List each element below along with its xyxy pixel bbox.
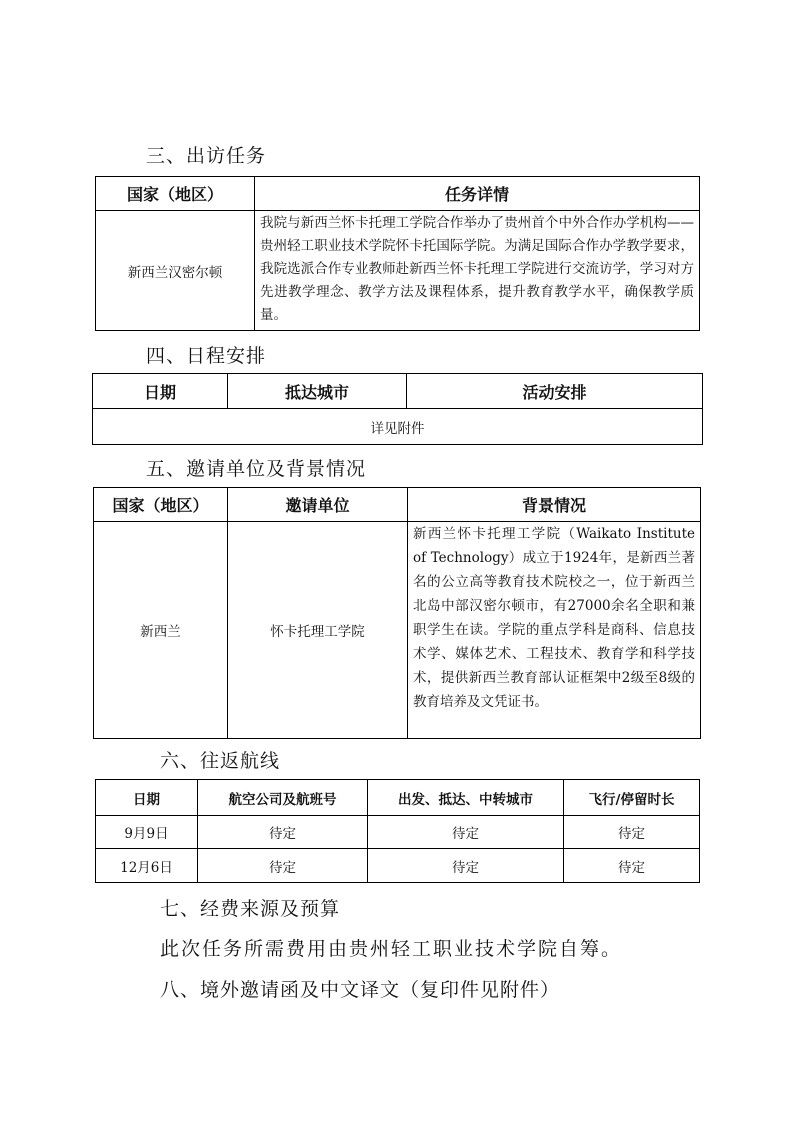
schedule-col-date: 日期 [93,374,228,409]
mission-col-country: 国家（地区） [96,177,255,211]
section-6-heading: 六、往返航线 [160,750,281,772]
inviter-background: 新西兰怀卡托理工学院（Waikato Institute of Technology）成立于1924年，是新西兰著名的公立高等教育技术院校之一，位于新西兰北岛中部汉密尔顿市，有27000余名全职和兼职学生在读。学院的重点学科是商科、信息技术学、媒体艺术、工程技术、教育学和科学技术，提供新西兰教育部认证框架中2级至8级的教育培养及文凭证书。 [408,522,701,739]
inviter-table [93,487,701,739]
inviter-col-background: 背景情况 [408,488,701,522]
flight-duration: 待定 [564,816,700,849]
flight-col-date: 日期 [96,780,198,816]
flight-col-duration: 飞行/停留时长 [564,780,700,816]
section-7-heading: 七、经费来源及预算 [160,898,341,920]
flight-cities: 待定 [368,849,564,883]
flight-cities: 待定 [368,816,564,849]
mission-col-details: 任务详情 [255,177,700,211]
mission-details: 我院与新西兰怀卡托理工学院合作举办了贵州首个中外合作办学机构——贵州轻工职业技术学院怀卡托国际学院。为满足国际合作办学教学要求，我院选派合作专业教师赴新西兰怀卡托理工学院进行交流访学，学习对方先进教学理念、教学方法及课程体系，提升教育教学水平，确保教学质量。 [255,211,700,331]
schedule-col-activity: 活动安排 [407,374,703,409]
section-8-heading: 八、境外邀请函及中文译文（复印件见附件） [160,979,561,1001]
inviter-country: 新西兰 [94,522,228,739]
flight-date: 12月6日 [96,849,198,883]
schedule-col-city: 抵达城市 [228,374,407,409]
flight-date: 9月9日 [96,816,198,849]
inviter-col-unit: 邀请单位 [228,488,408,522]
inviter-col-country: 国家（地区） [94,488,228,522]
section-3-heading: 三、出访任务 [146,145,267,167]
funding-text: 此次任务所需费用由贵州轻工职业技术学院自筹。 [160,938,623,960]
mission-country: 新西兰汉密尔顿 [96,211,255,331]
schedule-table [92,373,703,445]
flight-col-airline: 航空公司及航班号 [198,780,368,816]
flight-table [95,779,700,883]
section-4-heading: 四、日程安排 [146,345,267,367]
flight-airline: 待定 [198,816,368,849]
flight-airline: 待定 [198,849,368,883]
schedule-note: 详见附件 [93,409,703,445]
section-5-heading: 五、邀请单位及背景情况 [146,458,367,480]
table-row [96,849,700,883]
inviter-unit: 怀卡托理工学院 [228,522,408,739]
mission-table [95,176,700,331]
table-row [96,816,700,849]
flight-duration: 待定 [564,849,700,883]
flight-col-cities: 出发、抵达、中转城市 [368,780,564,816]
